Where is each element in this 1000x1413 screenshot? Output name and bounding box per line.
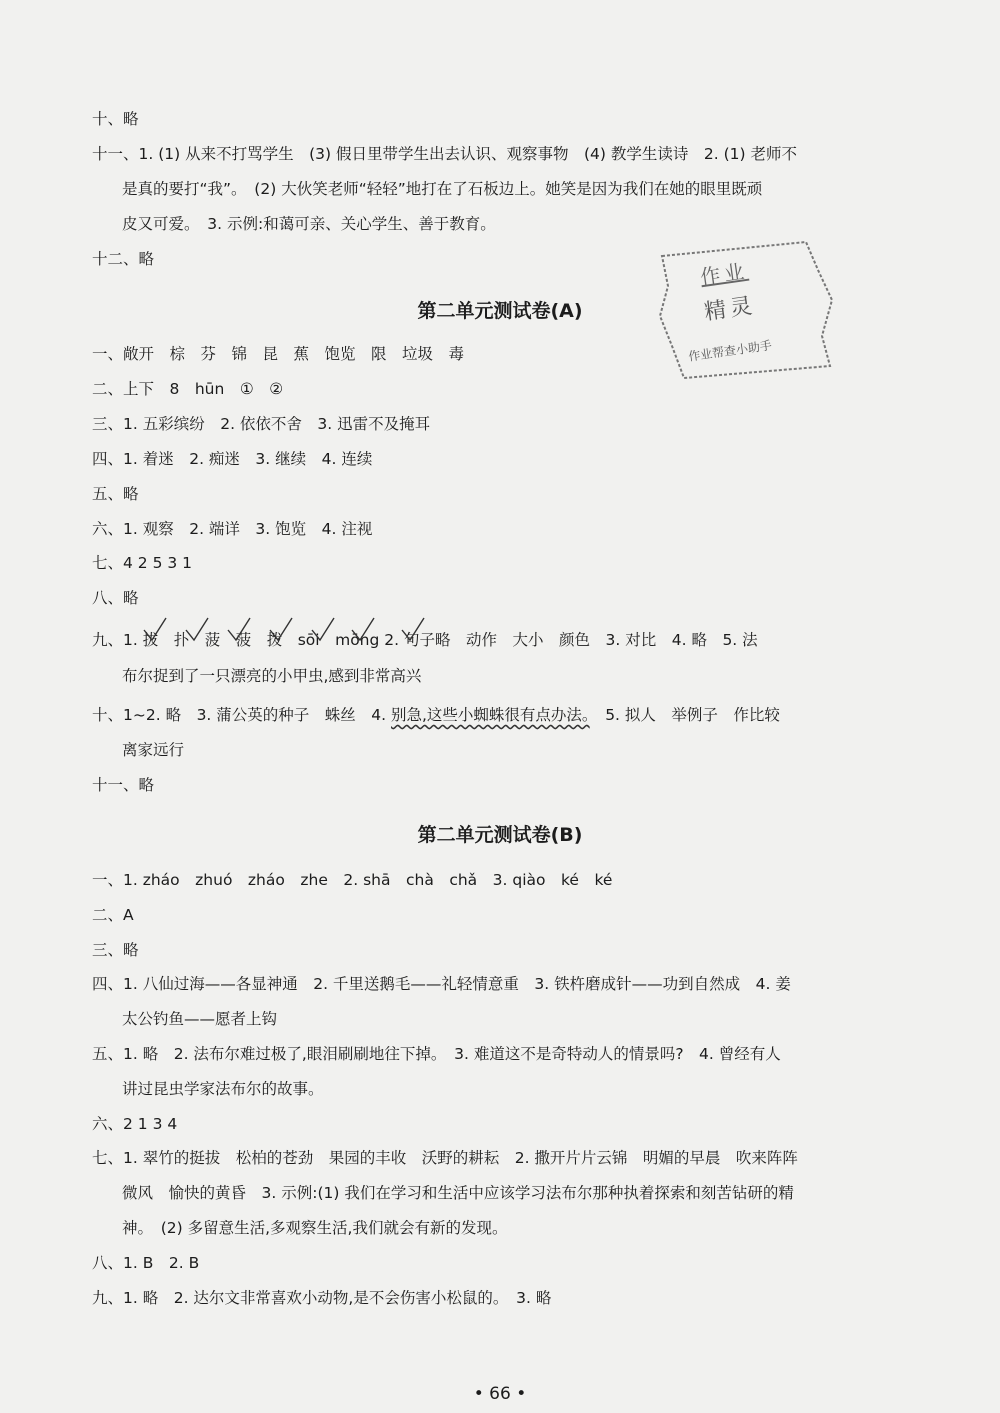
- answer-line: 四、1. 八仙过海——各显神通 2. 千里送鹅毛——礼轻情意重 3. 铁杵磨成针——功到自然成 4. 姜: [92, 975, 791, 993]
- answer-line: 十一、略: [92, 776, 155, 794]
- answer-line: 五、略: [92, 485, 139, 503]
- wavy-underlined-text: 别急,这些小蜘蛛很有点办法。: [391, 706, 590, 724]
- stamp-text: 作业帮查小助手: [687, 338, 773, 364]
- answer-line: 讲过昆虫学家法布尔的故事。: [122, 1080, 324, 1098]
- answer-line: 七、1. 翠竹的挺拔 松柏的苍劲 果园的丰收 沃野的耕耘 2. 撒开片片云锦 明媚的早晨 吹来阵阵: [92, 1149, 798, 1167]
- answer-line: 五、1. 略 2. 法布尔难过极了,眼泪刷刷地往下掉。 3. 难道这不是奇特动人的情景吗? 4. 曾经有人: [92, 1045, 781, 1063]
- answer-line: [92, 703, 892, 727]
- answer-line: 太公钓鱼——愿者上钩: [122, 1010, 278, 1028]
- section-title: 第二单元测试卷(B): [417, 824, 583, 846]
- answer-line: 九、1. 略 2. 达尔文非常喜欢小动物,是不会伤害小松鼠的。 3. 略: [92, 1289, 552, 1307]
- item-text: 十、1~2. 略 3. 蒲公英的种子 蛛丝 4.: [92, 706, 391, 724]
- answer-line: 十二、略: [92, 250, 155, 268]
- stamp-text: 精灵: [702, 293, 758, 326]
- answer-line: 一、敞开 棕 芬 锦 昆 蕉 饱览 限 垃圾 毒: [92, 345, 465, 363]
- answer-line: 三、1. 五彩缤纷 2. 依依不舍 3. 迅雷不及掩耳: [92, 415, 431, 433]
- crossed-out-characters: 拔 扑 菠 菠 拨 sōi mōng: [142, 631, 380, 649]
- answer-line: 七、4 2 5 3 1: [92, 554, 193, 572]
- page-number: • 66 •: [473, 1384, 527, 1404]
- stamp-text: 作业: [698, 258, 750, 290]
- answer-line: 四、1. 着迷 2. 痴迷 3. 继续 4. 连续: [92, 450, 373, 468]
- item-prefix: 九、1.: [92, 631, 138, 649]
- answer-line: 离家远行: [122, 741, 185, 759]
- answer-line: 八、略: [92, 589, 139, 607]
- check-marks-icon: [140, 616, 440, 646]
- answer-line: 二、上下 8 hūn ① ②: [92, 380, 284, 398]
- answer-line: 十一、1. (1) 从来不打骂学生 (3) 假日里带学生出去认识、观察事物 (4) 教学生读诗 2. (1) 老师不: [92, 145, 797, 163]
- answer-line: 布尔捉到了一只漂亮的小甲虫,感到非常高兴: [122, 667, 422, 685]
- answer-line: 三、略: [92, 941, 139, 959]
- item-rest: 2. 句子略 动作 大小 颜色 3. 对比 4. 略 5. 法: [384, 631, 758, 649]
- answer-line: 神。 (2) 多留意生活,多观察生活,我们就会有新的发现。: [122, 1219, 508, 1237]
- section-title: 第二单元测试卷(A): [417, 300, 583, 322]
- item-text: 5. 拟人 举例子 作比较: [589, 706, 780, 724]
- answer-line: 六、2 1 3 4: [92, 1115, 178, 1133]
- answer-line: 八、1. B 2. B: [92, 1254, 200, 1272]
- answer-line: 微风 愉快的黄昏 3. 示例:(1) 我们在学习和生活中应该学习法布尔那种执着探索和刻苦钻研的精: [122, 1184, 794, 1202]
- answer-line: 是真的要打“我”。 (2) 大伙笑老师“轻轻”地打在了石板边上。她笑是因为我们在她的眼里既顽: [122, 180, 763, 198]
- answer-line: 皮又可爱。 3. 示例:和蔼可亲、关心学生、善于教育。: [122, 215, 496, 233]
- answer-line: 十、略: [92, 110, 139, 128]
- answer-line: 二、A: [92, 906, 134, 924]
- answer-line: 一、1. zháo zhuó zháo zhe 2. shā chà chǎ 3. qiào ké ké: [92, 871, 613, 889]
- answer-line: 六、1. 观察 2. 端详 3. 饱览 4. 注视: [92, 520, 373, 538]
